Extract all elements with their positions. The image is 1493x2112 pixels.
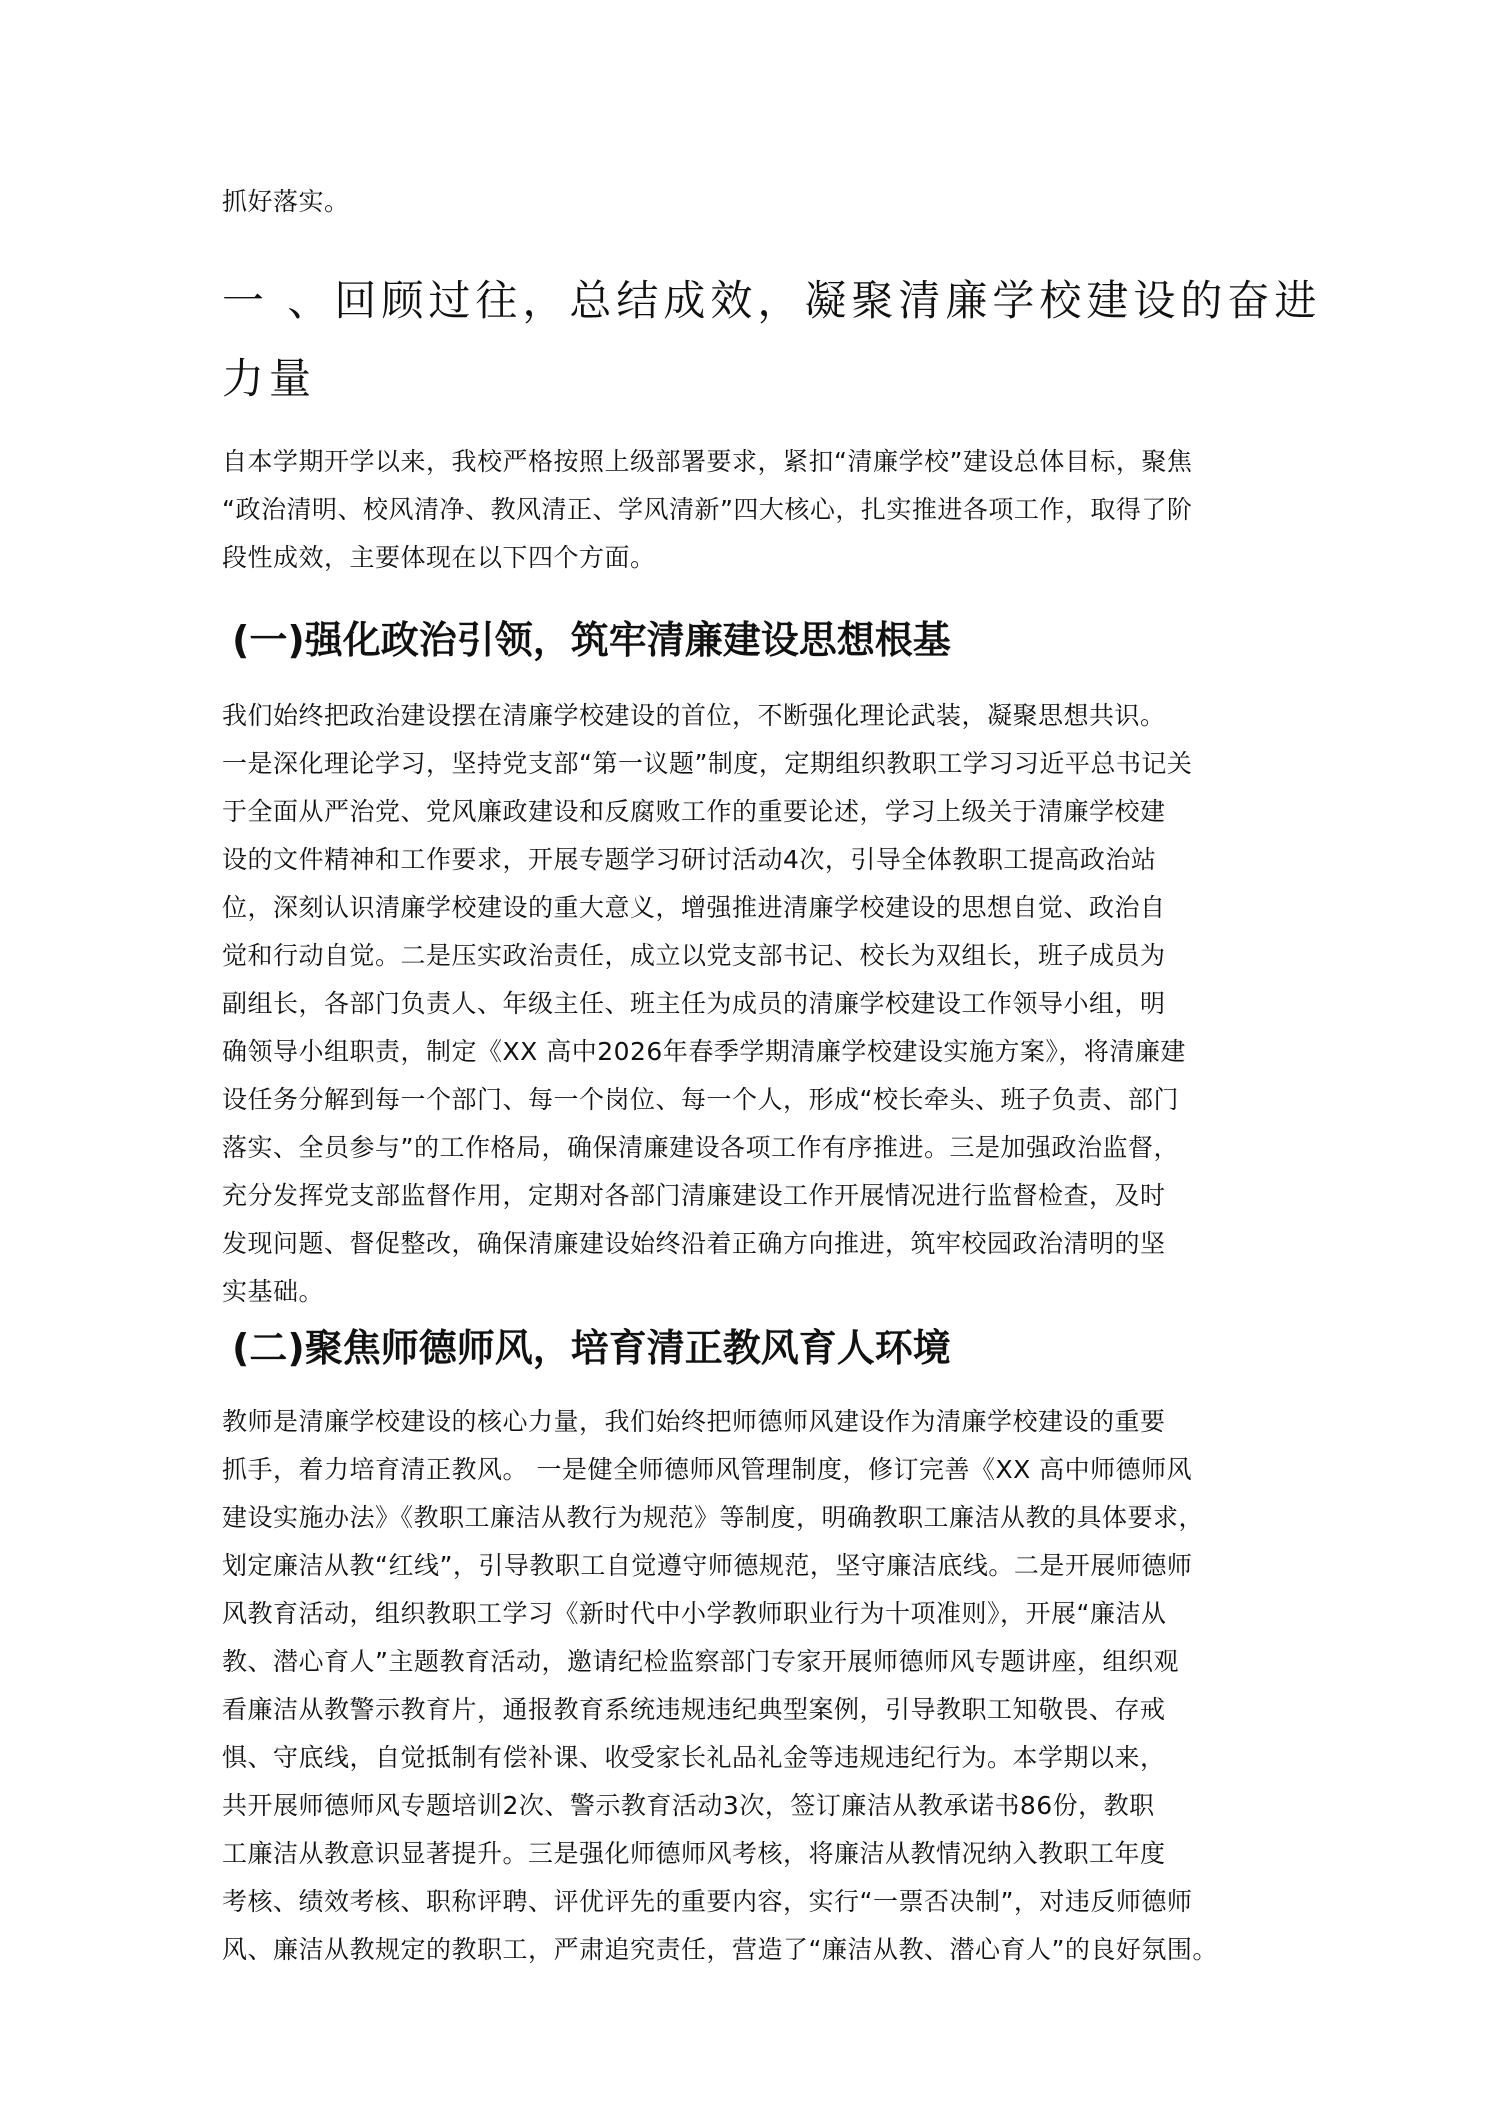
paragraph-line: 一是深化理论学习，坚持党支部“第一议题”制度，定期组织教职工学习习近平总书记关 (222, 749, 1193, 778)
paragraph-line: 发现问题、督促整改，确保清廉建设始终沿着正确方向推进，筑牢校园政治清明的坚 (222, 1229, 1166, 1258)
paragraph-line: 确领导小组职责，制定《XX 高中2026年春季学期清廉学校建设实施方案》，将清廉建 (222, 1037, 1186, 1066)
section-1-heading-line: 一 、回顾过往，总结成效，凝聚清廉学校建设的奋进 (222, 276, 1322, 325)
subsection-2-heading: (二)聚焦师德师风，培育清正教风育人环境 (232, 1326, 951, 1370)
paragraph-line: “政治清明、校风清净、教风清正、学风清新”四大核心，扎实推进各项工作，取得了阶 (222, 495, 1193, 524)
paragraph-line: 实基础。 (222, 1277, 325, 1306)
subsection-1-heading: (一)强化政治引领，筑牢清廉建设思想根基 (232, 618, 951, 662)
paragraph-line: 抓手，着力培育清正教风。 一是健全师德师风管理制度，修订完善《XX 高中师德师风 (222, 1455, 1193, 1484)
paragraph-line: 副组长，各部门负责人、年级主任、班主任为成员的清廉学校建设工作领导小组，明 (222, 989, 1166, 1018)
section-1-intro-paragraph (222, 438, 1282, 582)
paragraph-line: 惧、守底线，自觉抵制有偿补课、收受家长礼品礼金等违规违纪行为。本学期以来， (222, 1743, 1166, 1772)
paragraph-line: 看廉洁从教警示教育片，通报教育系统违规违纪典型案例，引导教职工知敬畏、存戒 (222, 1695, 1166, 1724)
paragraph-line: 觉和行动自觉。二是压实政治责任，成立以党支部书记、校长为双组长，班子成员为 (222, 941, 1166, 970)
paragraph-line: 段性成效，主要体现在以下四个方面。 (222, 543, 656, 572)
paragraph-line: 共开展师德师风专题培训2次、警示教育活动3次，签订廉洁从教承诺书86份，教职 (222, 1791, 1155, 1820)
paragraph-line: 考核、绩效考核、职称评聘、评优评先的重要内容，实行“一票否决制”，对违反师德师 (222, 1887, 1193, 1916)
paragraph-line: 我们始终把政治建设摆在清廉学校建设的首位，不断强化理论武装，凝聚思想共识。 (222, 701, 1166, 730)
paragraph-line: 充分发挥党支部监督作用，定期对各部门清廉建设工作开展情况进行监督检查，及时 (222, 1181, 1166, 1210)
paragraph-line: 落实、全员参与”的工作格局，确保清廉建设各项工作有序推进。三是加强政治监督， (222, 1133, 1179, 1162)
paragraph-line: 教师是清廉学校建设的核心力量，我们始终把师德师风建设作为清廉学校建设的重要 (222, 1407, 1166, 1436)
paragraph-line: 设的文件精神和工作要求，开展专题学习研讨活动4次，引导全体教职工提高政治站 (222, 845, 1157, 874)
paragraph-line: 于全面从严治党、党风廉政建设和反腐败工作的重要论述，学习上级关于清廉学校建 (222, 797, 1166, 826)
paragraph-line: 风、廉洁从教规定的教职工，严肃追究责任，营造了“廉洁从教、潜心育人”的良好氛围。 (222, 1935, 1218, 1964)
paragraph-line: 工廉洁从教意识显著提升。三是强化师德师风考核，将廉洁从教情况纳入教职工年度 (222, 1839, 1166, 1868)
subsection-2-paragraph (222, 1398, 1282, 1974)
paragraph-line: 位，深刻认识清廉学校建设的重大意义，增强推进清廉学校建设的思想自觉、政治自 (222, 893, 1166, 922)
subsection-1-paragraph (222, 692, 1282, 1316)
section-1-heading-line: 力量 (222, 354, 317, 403)
paragraph-line: 建设实施办法》《教职工廉洁从教行为规范》等制度，明确教职工廉洁从教的具体要求， (222, 1503, 1205, 1532)
paragraph-line: 教、潜心育人”主题教育活动，邀请纪检监察部门专家开展师德师风专题讲座，组织观 (222, 1647, 1179, 1676)
paragraph-line: 划定廉洁从教“红线”，引导教职工自觉遵守师德规范，坚守廉洁底线。二是开展师德师 (222, 1551, 1193, 1580)
lead-in-text: 抓好落实。 (222, 187, 350, 216)
paragraph-line: 自本学期开学以来，我校严格按照上级部署要求，紧扣“清廉学校”建设总体目标，聚焦 (222, 447, 1193, 476)
paragraph-line: 设任务分解到每一个部门、每一个岗位、每一个人，形成“校长牵头、班子负责、部门 (222, 1085, 1179, 1114)
paragraph-line: 风教育活动，组织教职工学习《新时代中小学教师职业行为十项准则》，开展“廉洁从 (222, 1599, 1167, 1628)
section-1-heading (222, 262, 1322, 418)
